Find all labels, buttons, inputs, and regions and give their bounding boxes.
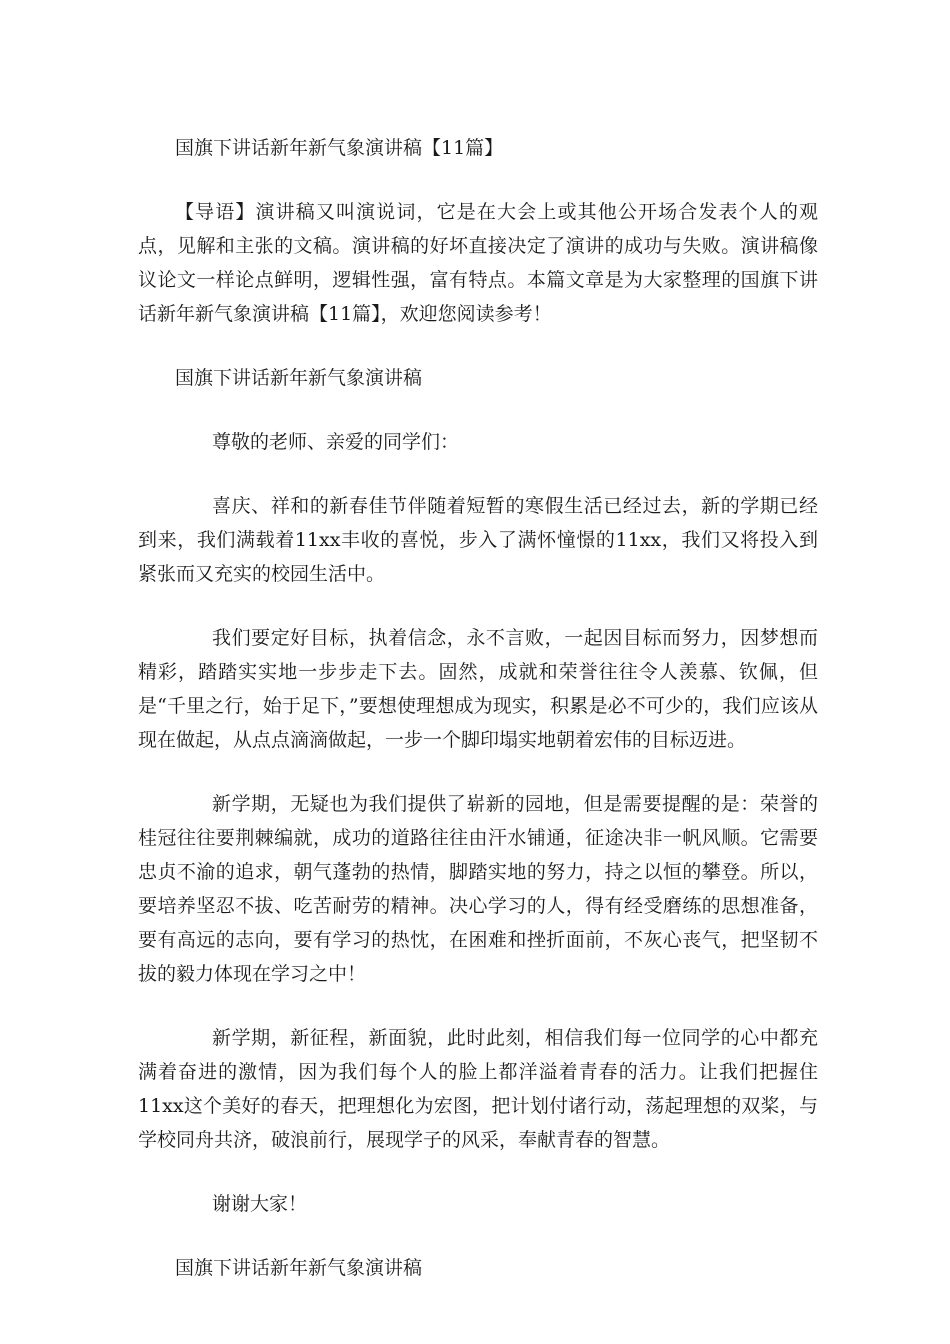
closing-line: 谢谢大家！ <box>212 1193 308 1215</box>
salutation: 尊敬的老师、亲爱的同学们： <box>212 431 460 453</box>
section-title: 国旗下讲话新年新气象演讲稿 <box>175 1257 423 1279</box>
body-paragraph: 新学期，无疑也为我们提供了崭新的园地，但是需要提醒的是：荣誉的桂冠往往要荆棘编就，成功的道路往往由汗水铺通，征途决非一帆风顺。它需要忠贞不渝的追求，朝气蓬勃的热情，脚踏实地的努力，持之以恒的攀登。所以，要培养坚忍不拔、吃苦耐劳的精神。决心学习的人，得有经受磨练的思想准备，要有高远的志向，要有学习的热忱，在困难和挫折面前，不灰心丧气，把坚韧不拔的毅力体现在学习之中！ <box>138 793 818 985</box>
section-title: 国旗下讲话新年新气象演讲稿 <box>175 367 423 389</box>
document-title: 国旗下讲话新年新气象演讲稿【11篇】 <box>175 137 504 159</box>
body-paragraph: 喜庆、祥和的新春佳节伴随着短暂的寒假生活已经过去，新的学期已经到来，我们满载着11xx丰收的喜悦，步入了满怀憧憬的11xx，我们又将投入到紧张而又充实的校园生活中。 <box>138 495 818 585</box>
body-paragraph: 新学期，新征程，新面貌，此时此刻，相信我们每一位同学的心中都充满着奋进的激情，因为我们每个人的脸上都洋溢着青春的活力。让我们把握住11xx这个美好的春天，把理想化为宏图，把计划付诸行动，荡起理想的双桨，与学校同舟共济，破浪前行，展现学子的风采，奉献青春的智慧。 <box>138 1027 818 1151</box>
body-paragraph: 我们要定好目标，执着信念，永不言败，一起因目标而努力，因梦想而精彩，踏踏实实地一步步走下去。固然，成就和荣誉往往令人羡慕、钦佩，但是“千里之行，始于足下，”要想使理想成为现实，积累是必不可少的，我们应该从现在做起，从点点滴滴做起，一步一个脚印塌实地朝着宏伟的目标迈进。 <box>138 627 818 751</box>
document-body <box>138 131 818 1285</box>
intro-paragraph: 【导语】演讲稿又叫演说词，它是在大会上或其他公开场合发表个人的观点，见解和主张的文稿。演讲稿的好坏直接决定了演讲的成功与失败。演讲稿像议论文一样论点鲜明，逻辑性强，富有特点。本篇文章是为大家整理的国旗下讲话新年新气象演讲稿【11篇】，欢迎您阅读参考！ <box>138 201 818 325</box>
